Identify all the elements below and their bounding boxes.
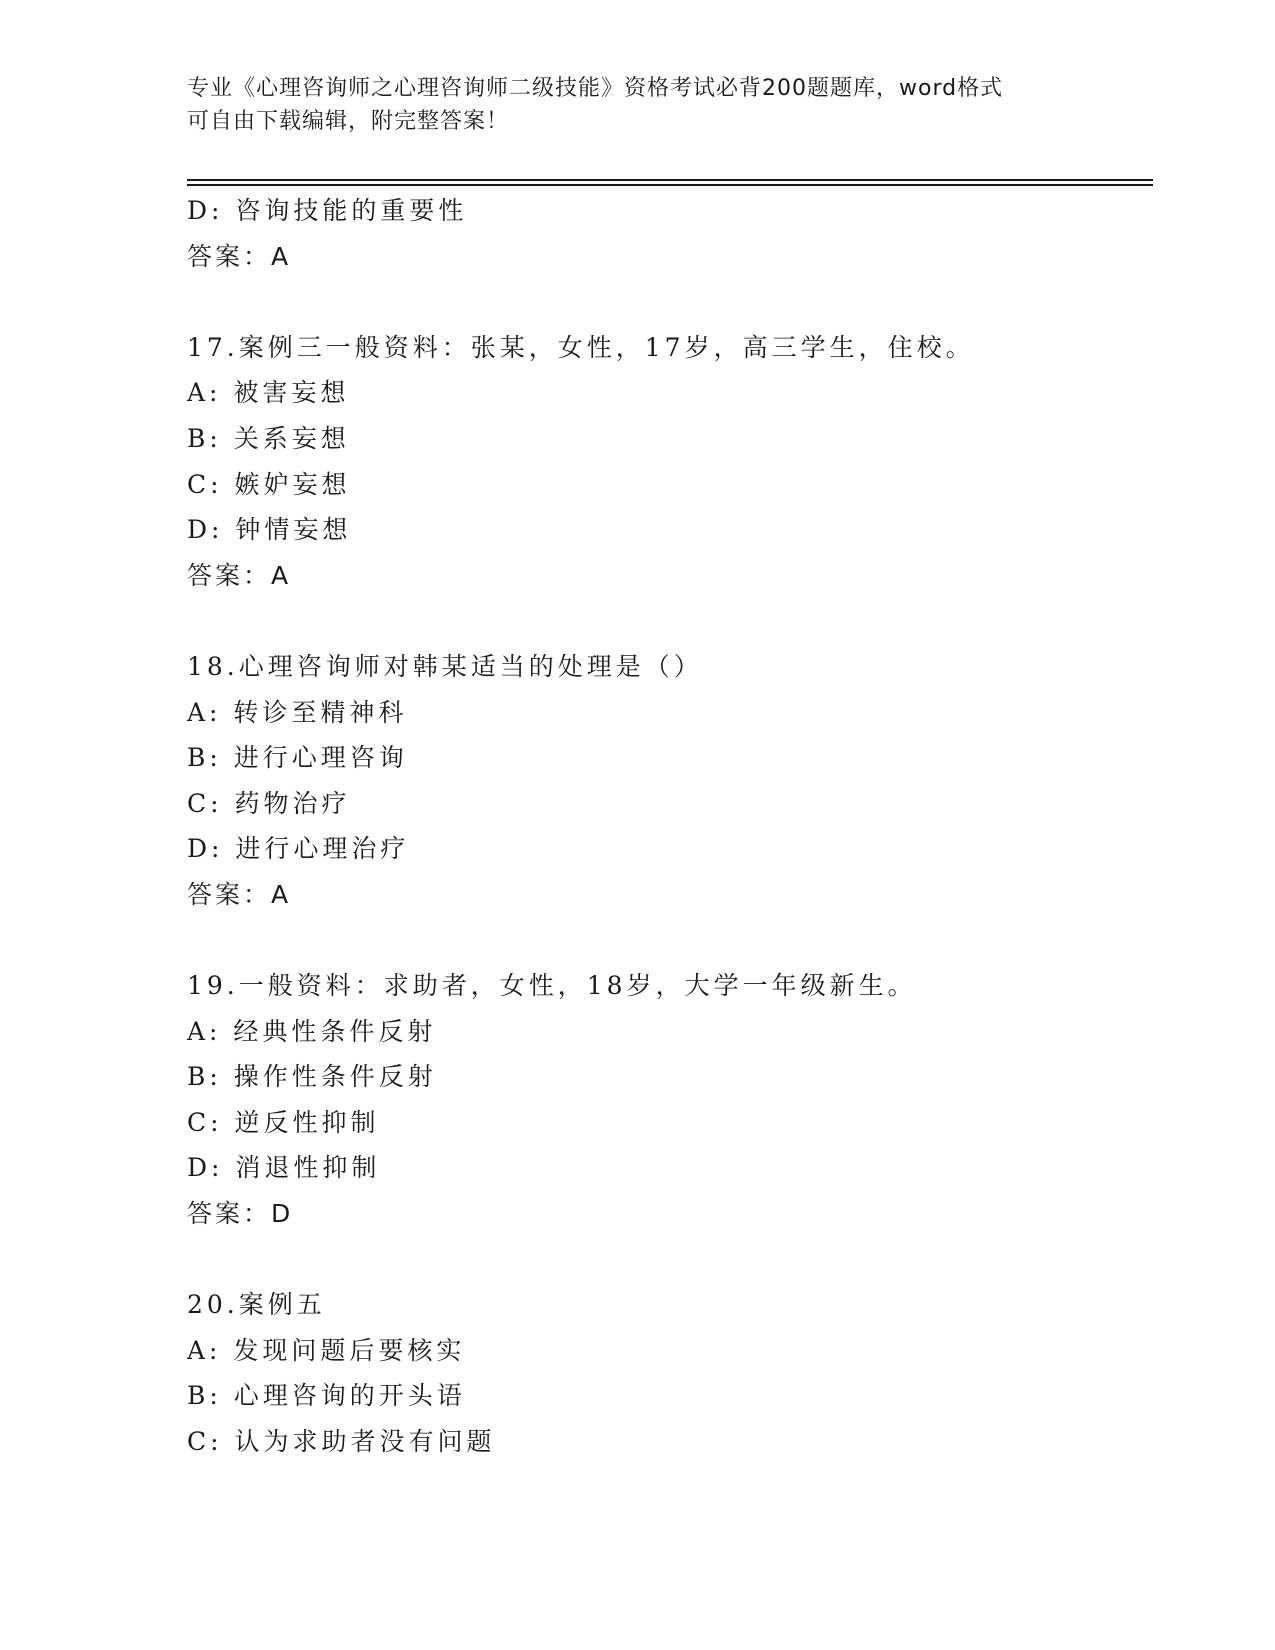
header-line-2: 可自由下载编辑，附完整答案！ <box>187 109 510 134</box>
option-d: D: 消退性抑制 <box>187 1153 381 1183</box>
spacer <box>187 918 1147 964</box>
question-16 <box>187 188 1147 279</box>
header-divider-top <box>187 179 1153 181</box>
option-a: A: 发现问题后要核实 <box>187 1335 466 1365</box>
question-stem: 18.心理咨询师对韩某适当的处理是（） <box>187 651 703 681</box>
question-stem: 19.一般资料：求助者，女性，18岁，大学一年级新生。 <box>187 971 917 1001</box>
answer: 答案：D <box>187 1199 294 1229</box>
spacer <box>187 279 1147 325</box>
option-c: C: 嫉妒妄想 <box>187 469 351 499</box>
option-c: C: 逆反性抑制 <box>187 1107 380 1137</box>
question-stem: 20.案例五 <box>187 1290 326 1320</box>
option-b: B: 操作性条件反射 <box>187 1062 437 1092</box>
question-17 <box>187 325 1147 599</box>
option-d: D: 进行心理治疗 <box>187 834 410 864</box>
question-18 <box>187 644 1147 918</box>
spacer <box>187 598 1147 644</box>
option-b: B: 关系妄想 <box>187 423 350 453</box>
question-list <box>187 188 1147 1465</box>
option-a: A: 转诊至精神科 <box>187 697 408 727</box>
question-stem: 17.案例三一般资料：张某，女性，17岁，高三学生，住校。 <box>187 332 975 362</box>
option-d: D: 咨询技能的重要性 <box>187 196 468 225</box>
option-b: B: 进行心理咨询 <box>187 743 408 773</box>
answer: 答案：A <box>187 879 292 909</box>
question-19 <box>187 963 1147 1237</box>
question-20 <box>187 1282 1147 1464</box>
option-a: A: 被害妄想 <box>187 378 350 408</box>
option-b: B: 心理咨询的开头语 <box>187 1381 466 1411</box>
spacer <box>187 1237 1147 1283</box>
answer: 答案：A <box>187 560 292 590</box>
document-header <box>187 72 1087 138</box>
header-divider-bottom <box>187 184 1153 186</box>
option-d: D: 钟情妄想 <box>187 515 352 545</box>
option-c: C: 药物治疗 <box>187 788 351 818</box>
option-c: C: 认为求助者没有问题 <box>187 1427 496 1457</box>
header-line-1: 专业《心理咨询师之心理咨询师二级技能》资格考试必背200题题库，word格式 <box>187 76 1004 101</box>
option-a: A: 经典性条件反射 <box>187 1016 437 1046</box>
answer: 答案：A <box>187 241 292 271</box>
